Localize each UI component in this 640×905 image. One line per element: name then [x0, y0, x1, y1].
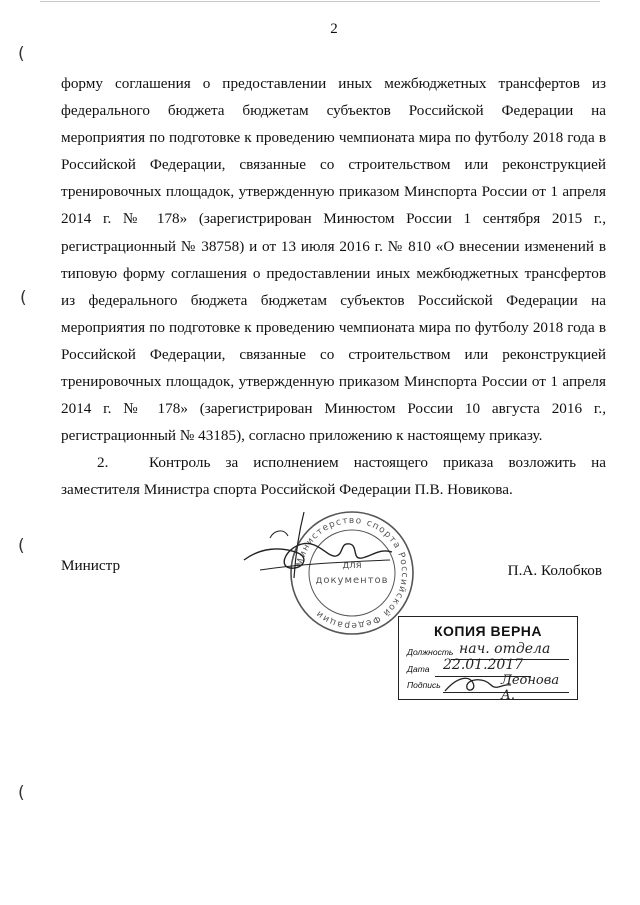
certifier-signature: Леонова А. [501, 673, 560, 703]
stamp-center-line-1: для [342, 560, 362, 571]
position-label: Должность [407, 647, 454, 657]
certifier-signature-stroke [443, 673, 513, 695]
signatory-title: Министр [61, 557, 121, 574]
copy-title: КОПИЯ ВЕРНА [433, 623, 543, 639]
margin-hole-mark: ( [18, 44, 25, 64]
document-body [61, 70, 606, 504]
minister-signature [240, 508, 400, 598]
signatory-name: П.А. Колобков [507, 562, 602, 579]
paragraph-intro: форму соглашения о предоставлении иных межбюджетных трансфертов из федерального бюджета бюджетам субъектов Российской Федерации на мероприятия по подготовке к проведению чемпионата мира по футболу 2018 года в Российской Федерации, связанные со строительством или реконструкцией тренировочных площадок, утвержденную приказом Минспорта России от 1 апреля 2014 г. № 178» (зарегистрирован Минюстом России 1 сентября 2015 г., регистрационный № 38758) и от 13 июля 2016 г. № 810 «О внесении изменений в типовую форму соглашения о предоставлении иных межбюджетных трансфертов из федерального бюджета бюджетам субъектов Российской Федерации на мероприятия по подготовке к проведению чемпионата мира по футболу 2018 года в Российской Федерации, связанные со строительством или реконструкцией тренировочных площадок, утвержденную приказом Минспорта России от 1 апреля 2014 г. № 178» (зарегистрирован Минюстом России 10 августа 2016 г., регистрационный № 43185), согласно приложению к настоящему приказу. [61, 75, 606, 445]
margin-hole-mark: ( [18, 536, 25, 556]
margin-hole-mark: ( [18, 783, 25, 803]
margin-hole-mark: ( [20, 288, 27, 308]
signature-label: Подпись [407, 680, 441, 690]
item-text: Контроль за исполнением настоящего приказа возложить на заместителя Министра спорта Российской Федерации П.В. Новикова. [61, 454, 606, 499]
stamp-center-line-2: документов [315, 575, 389, 586]
date-label: Дата [407, 664, 430, 674]
position-handwritten: нач. отдела [459, 641, 551, 657]
page-number: 2 [330, 21, 338, 37]
scan-top-edge [40, 1, 600, 2]
copy-certification-stamp [398, 616, 578, 703]
stamp-ring-text: Министерство спорта Российской Федерации [295, 515, 410, 631]
order-item-2 [61, 449, 606, 503]
item-number: 2. [97, 454, 109, 472]
date-handwritten: 22.01.2017 [443, 657, 524, 673]
